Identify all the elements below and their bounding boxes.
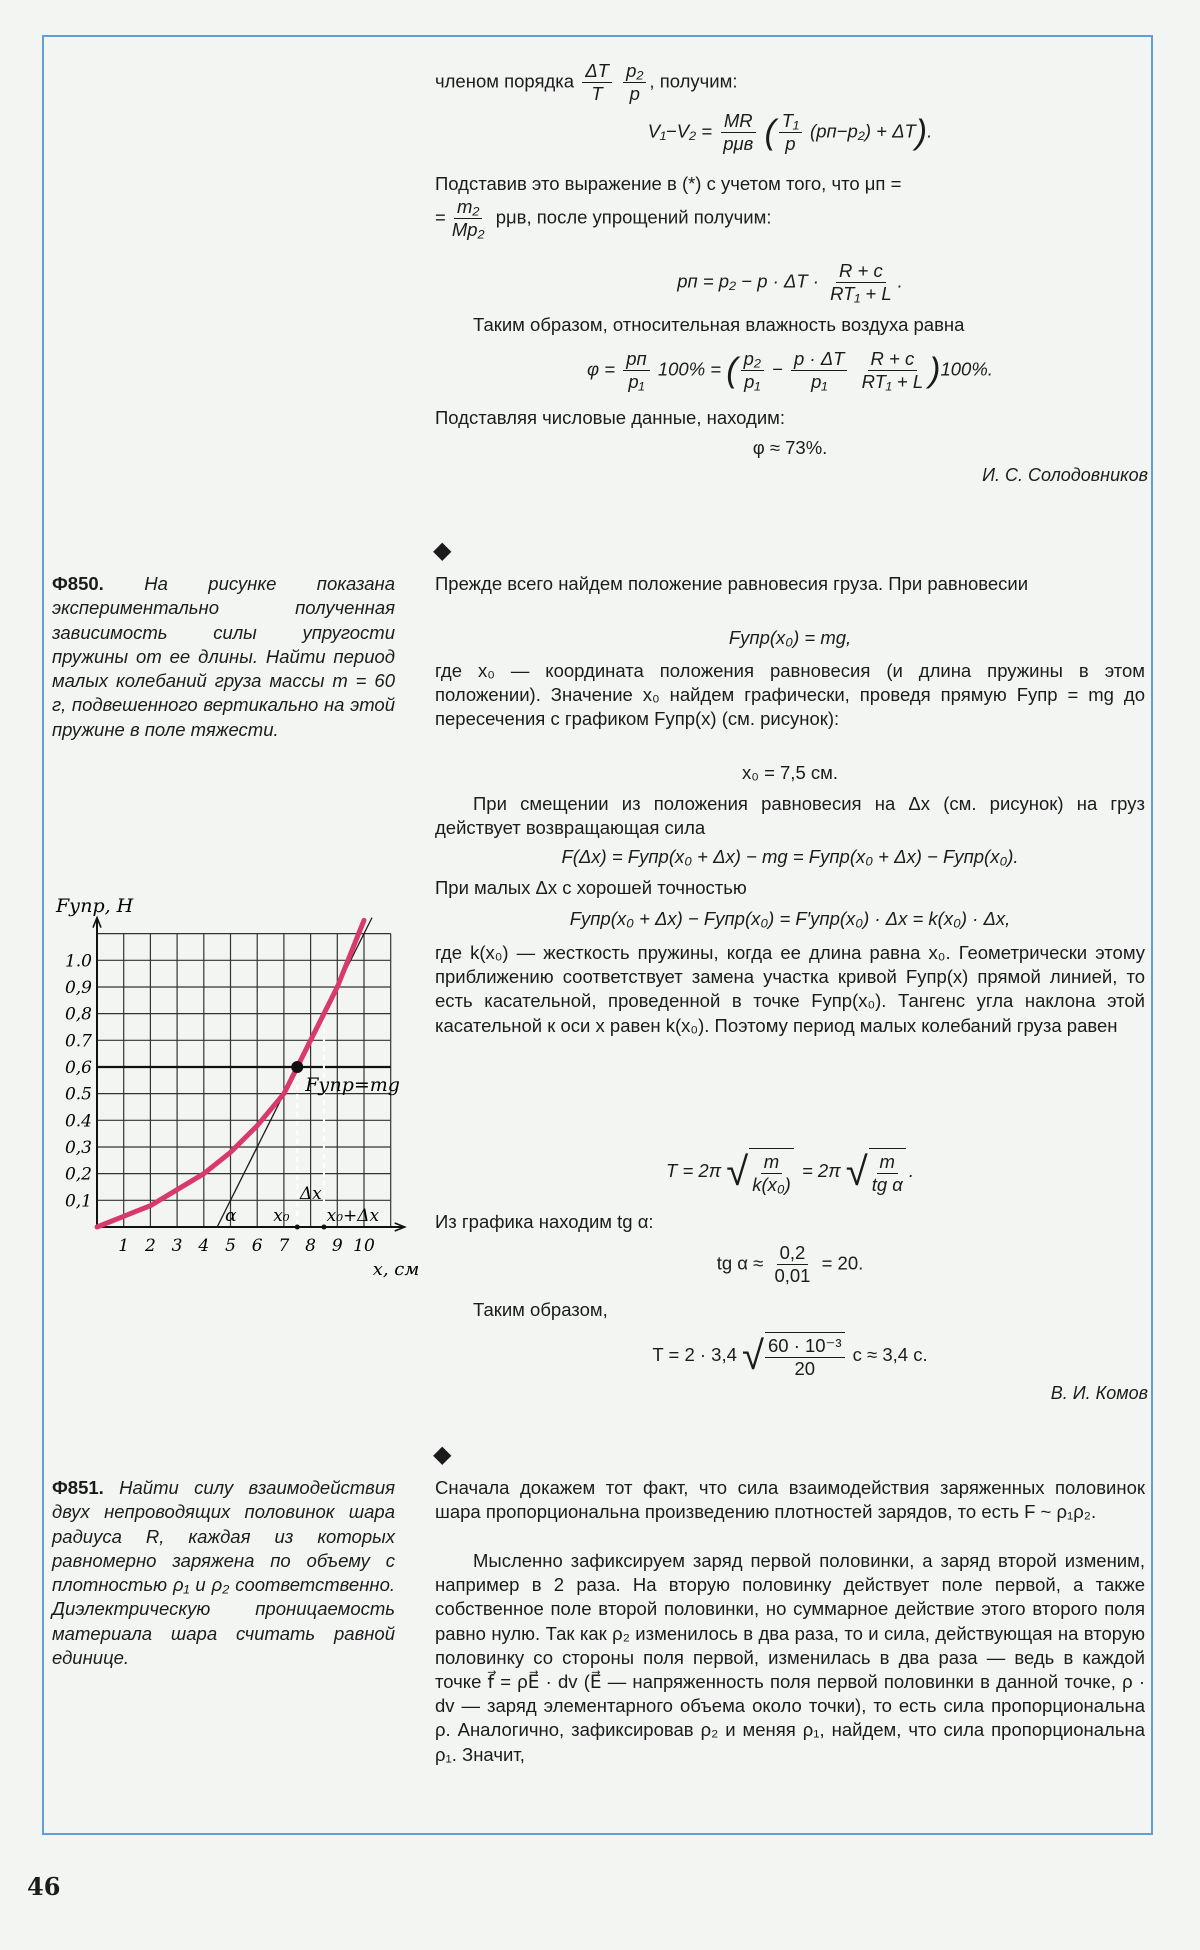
author-solodovnikov: И. С. Солодовников: [982, 465, 1148, 485]
x-tick-label: 10: [353, 1236, 375, 1256]
equation-period: T = 2π √ $\frac{m}{\text{k(x₀)}}$ = 2π √ $\frac{m}{\text{tg α}}$ .: [666, 1149, 914, 1195]
problem-850-statement: Ф850. На рисунке показана экспериментально полученная зависимость силы упругости пружины от ее длины. Найти период малых колебаний груза массы m = 60 г, подвешенного вертикально на этой пружине в поле тяжести.: [52, 573, 395, 740]
y-tick-label: 0,8: [64, 1004, 92, 1025]
result-phi: φ ≈ 73%.: [752, 437, 828, 458]
y-tick-label: 0,9: [64, 977, 92, 998]
equation-pn: pп = p₂ − p · ΔT · $\frac{R + c}{\text{RT₁ + L}}$ .: [677, 260, 903, 304]
spring-force-chart: [40, 890, 420, 1280]
y-axis-label: Fупр, Н: [56, 895, 134, 917]
author-komov: В. И. Комов: [1050, 1383, 1148, 1403]
y-tick-label: 0.5: [64, 1084, 92, 1105]
solution-850-p2: где x₀ — координата положения равновесия (и длина пружины в этом положении). Значение x₀ найдем графически, проведя прямую Fупр = mg до пересечения с графиком Fупр(x) (см. рисунок):: [435, 660, 1145, 730]
equation-v1-v2: V₁−V₂ = $\frac{MR}{\text{pμв}}$ ( $\frac{\text{T₁}}{p}$ (pп−p₂) + ΔT).: [647, 110, 933, 154]
y-tick-label: 0,1: [64, 1191, 92, 1212]
y-tick-label: 0.4: [64, 1111, 92, 1132]
dx-label: Δx: [299, 1184, 322, 1204]
solution-850-p1: Прежде всего найдем положение равновесия груза. При равновесии: [435, 573, 1029, 594]
solution-850-p4: При малых Δx с хорошей точностью: [435, 877, 747, 898]
solution-marker-icon: ◆: [433, 1441, 452, 1468]
x-tick-label: 5: [225, 1236, 236, 1256]
fmg-label: Fупр=mg: [305, 1073, 400, 1096]
solution-850-p7: Таким образом,: [473, 1299, 608, 1320]
y-tick-label: 0.7: [64, 1031, 92, 1052]
intro-line: членом порядка $\frac{\Delta T}{T}$ $\frac{\text{p₂}}{p}$ , получим:: [435, 60, 738, 104]
equation-equilibrium: Fупр(x₀) = mg,: [728, 627, 852, 648]
solution-850-p6: Из графика находим tg α:: [435, 1211, 654, 1232]
equation-linearization: Fупр(x₀ + Δx) − Fупр(x₀) = F′упр(x₀) · Δx = k(x₀) · Δx,: [569, 908, 1011, 929]
solution-851-p2: Мысленно зафиксируем заряд первой половинки, а заряд второй изменим, например в 2 раза. На вторую половинку действует поле первой, а также собственное поле второй половинки, но суммарное действие этого второго поля равно нулю. Так как ρ₂ изменилось в два раза, то и сила, действующая на вторую половинку со стороны поля первой, изменилась в два раза — ведь в каждой точке f⃗ = ρE⃗ · dv (E⃗ — напряженность поля первой половинки в данной точке, ρ · dv — заряд элементарного объема около точки), то есть сила пропорциональна ρ. Аналогично, зафиксировав ρ₂ и меняя ρ₁, найдем, что сила пропорциональна ρ₁. Значит,: [435, 1550, 1145, 1765]
para-substitute: Подставив это выражение в (*) с учетом того, что μп = = $\frac{\text{m₂}}{\text{Mp₂}}$ pμв, после упрощений получим:: [435, 173, 902, 241]
equation-tg-alpha: tg α ≈ $\frac{0,2}{0,01}$ = 20.: [716, 1242, 864, 1286]
solution-marker-icon: ◆: [433, 537, 452, 564]
equation-period-value: T = 2 · 3,4 √ $\frac{\text{60 · 10⁻³}}{20}$ с ≈ 3,4 с.: [652, 1333, 928, 1379]
equation-x0: x₀ = 7,5 см.: [742, 762, 838, 783]
x-tick-label: 3: [171, 1236, 183, 1256]
alpha-label: α: [225, 1206, 237, 1226]
problem-851-statement: Ф851. Найти силу взаимодействия двух непроводящих половинок шара радиуса R, каждая из которых равномерно заряжена по объему с плотностью ρ₁ и ρ₂ соответственно. Диэлектрическую проницаемость материала шара считать равной единице.: [52, 1477, 395, 1669]
equation-restoring-force: F(Δx) = Fупр(x₀ + Δx) − mg = Fупр(x₀ + Δx) − Fупр(x₀).: [561, 846, 1019, 867]
x0-label: x₀: [273, 1206, 290, 1226]
y-tick-label: 1.0: [64, 951, 92, 972]
x-tick-label: 2: [144, 1236, 156, 1256]
para-numeric: Подставляя числовые данные, находим:: [435, 407, 786, 428]
equation-phi: φ = $\frac{pп}{\text{p₁}}$ 100% = ( $\frac{\text{p₂}}{\text{p₁}}$ − $\frac{p \cdot \Delta T}{\text{p₁}}$ $\frac{R + c}{\text{RT₁ + L}}$ )100%.: [587, 348, 993, 392]
para-humidity: Таким образом, относительная влажность воздуха равна: [473, 314, 965, 335]
x-tick-label: 4: [198, 1236, 210, 1256]
x-tick-label: 6: [251, 1236, 263, 1256]
solution-850-p3: При смещении из положения равновесия на Δx (см. рисунок) на груз действует возвращающая сила: [435, 793, 1145, 839]
solution-851-p1: Сначала докажем тот факт, что сила взаимодействия заряженных половинок шара пропорциональна произведению плотностей зарядов, то есть F ~ ρ₁ρ₂.: [435, 1477, 1145, 1523]
x-axis-label: x, см: [372, 1259, 420, 1280]
x0dx-label: x₀+Δx: [326, 1206, 380, 1226]
x-tick-label: 7: [278, 1236, 290, 1256]
x0-point: [295, 1225, 300, 1230]
x-tick-label: 8: [305, 1236, 317, 1256]
page-number: 46: [27, 1872, 61, 1901]
x-tick-label: 1: [118, 1236, 130, 1256]
y-tick-label: 0,6: [64, 1057, 92, 1078]
solution-850-p5: где k(x₀) — жесткость пружины, когда ее длина равна x₀. Геометрически этому приближению соответствует замена участка кривой Fупр(x) прямой линией, то есть касательной, проведенной в точке Fупр(x₀). Тангенс угла наклона этой касательной к оси x равен k(x₀). Поэтому период малых колебаний груза равен: [435, 942, 1145, 1036]
equilibrium-point: [291, 1061, 303, 1073]
y-tick-label: 0,2: [64, 1164, 92, 1185]
y-tick-label: 0,3: [64, 1137, 92, 1158]
x-tick-label: 9: [331, 1236, 343, 1256]
